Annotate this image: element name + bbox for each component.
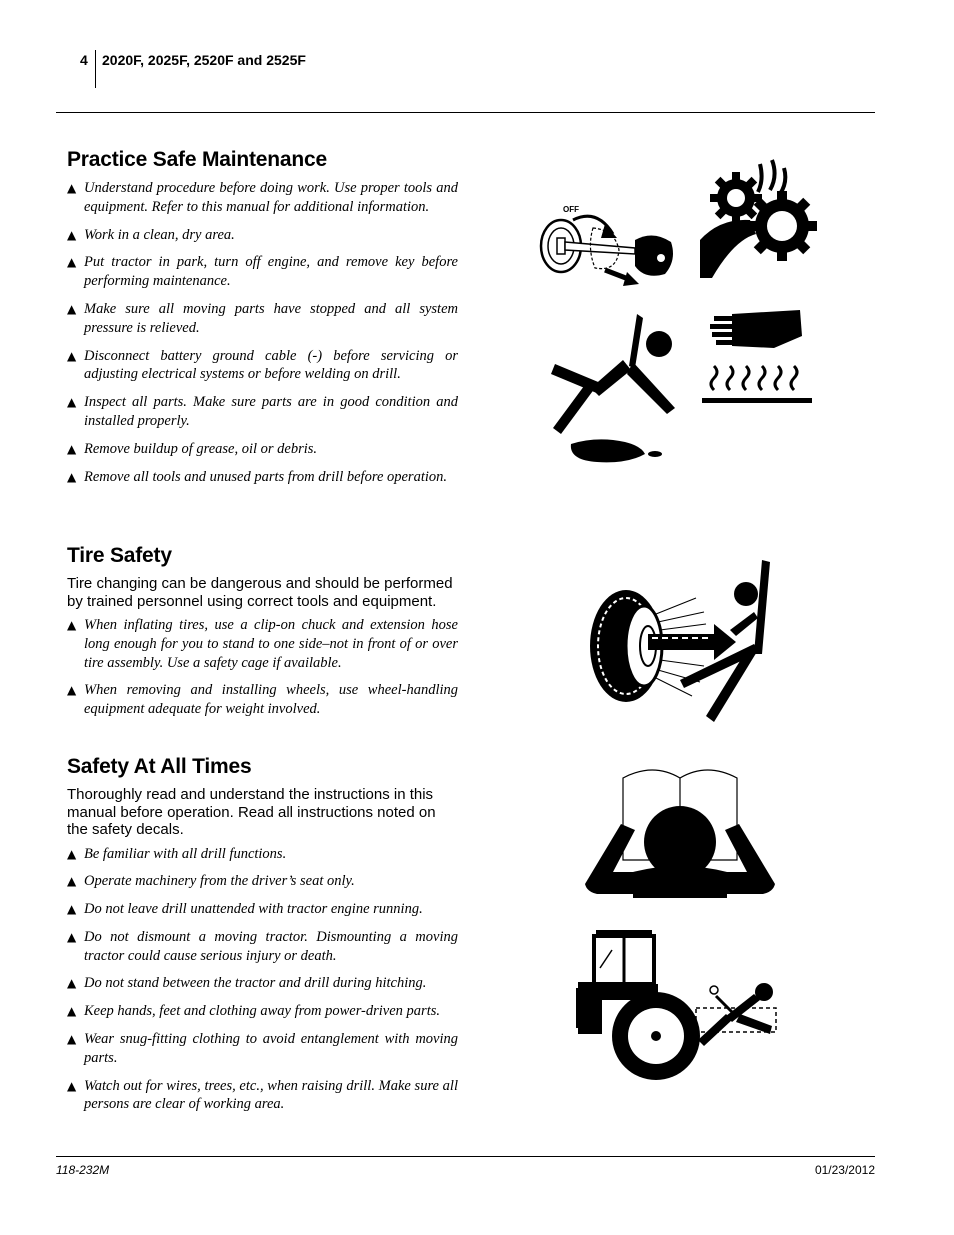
triangle-bullet-icon: ▲ xyxy=(67,1004,77,1019)
section-tire xyxy=(67,543,458,728)
triangle-bullet-icon: ▲ xyxy=(67,227,77,242)
section-title: Practice Safe Maintenance xyxy=(67,148,327,171)
list-item: ▲ Put tractor in park, turn off engine, and remove key before performing maintenance. xyxy=(67,254,458,290)
section-intro: Thoroughly read and understand the instructions in this manual before operation. Read all instructions noted on the safety decals. xyxy=(67,786,436,838)
triangle-bullet-icon: ▲ xyxy=(67,469,77,484)
triangle-bullet-icon: ▲ xyxy=(67,1078,77,1093)
triangle-bullet-icon: ▲ xyxy=(67,874,77,889)
triangle-bullet-icon: ▲ xyxy=(67,181,77,195)
list-item: ▲ Be familiar with all drill functions. xyxy=(67,845,287,862)
triangle-bullet-icon: ▲ xyxy=(67,441,77,456)
triangle-bullet-icon: ▲ xyxy=(67,618,77,632)
triangle-bullet-icon: ▲ xyxy=(67,395,77,410)
section-title: Tire Safety xyxy=(67,544,172,567)
header-divider xyxy=(95,50,96,88)
triangle-bullet-icon: ▲ xyxy=(67,902,77,917)
section-maintenance xyxy=(67,147,458,495)
triangle-bullet-icon: ▲ xyxy=(67,301,77,316)
read-manual-icon xyxy=(583,764,777,900)
bullet-list xyxy=(67,179,458,486)
list-item: ▲ Do not stand between the tractor and drill during hitching. xyxy=(67,975,427,992)
list-item: ▲ Make sure all moving parts have stopped and all system pressure is relieved. xyxy=(67,300,458,336)
slip-fall-icon xyxy=(547,308,682,468)
section-title: Safety At All Times xyxy=(67,755,252,778)
list-item: ▲ Wear snug-fitting clothing to avoid entanglement with moving parts. xyxy=(67,1031,458,1066)
list-item: ▲ Remove buildup of grease, oil or debris. xyxy=(67,440,318,457)
list-item: ▲ Operate machinery from the driver’s seat only. xyxy=(67,873,355,890)
gear-entanglement-icon xyxy=(698,158,820,280)
triangle-bullet-icon: ▲ xyxy=(67,976,77,991)
list-item: ▲ Watch out for wires, trees, etc., when raising drill. Make sure all persons are clear of working area. xyxy=(67,1077,458,1113)
list-item: ▲ Remove all tools and unused parts from drill before operation. xyxy=(67,468,448,485)
list-item: ▲ Disconnect battery ground cable (-) before servicing or adjusting electrical systems or before welding on drill. xyxy=(67,347,458,383)
list-item: ▲ When removing and installing wheels, use wheel-handling equipment adequate for weight involved. xyxy=(67,682,458,718)
svg-text:OFF: OFF xyxy=(563,205,579,214)
page-number: 4 xyxy=(80,52,88,68)
triangle-bullet-icon: ▲ xyxy=(67,846,77,861)
footer-rule xyxy=(56,1156,875,1157)
triangle-bullet-icon: ▲ xyxy=(67,255,77,270)
doc-number: 118-232M xyxy=(56,1163,110,1177)
triangle-bullet-icon: ▲ xyxy=(67,1032,77,1047)
tire-explosion-icon xyxy=(586,558,774,725)
model-title: 2020F, 2025F, 2520F and 2525F xyxy=(102,52,306,68)
bullet-list xyxy=(67,616,458,719)
section-always xyxy=(67,754,458,1123)
list-item: ▲ Do not dismount a moving tractor. Dismounting a moving tractor could cause serious injury or death. xyxy=(67,928,458,964)
bullet-list xyxy=(67,845,458,1115)
section-intro: Tire changing can be dangerous and should be performed by trained personnel using correct tools and equipment. xyxy=(67,575,453,610)
list-item: ▲ Do not leave drill unattended with tractor engine running. xyxy=(67,901,423,918)
list-item: ▲ Keep hands, feet and clothing away from power-driven parts. xyxy=(67,1003,440,1020)
ignition-key-off-icon xyxy=(535,200,680,292)
header-rule xyxy=(56,112,875,113)
triangle-bullet-icon: ▲ xyxy=(67,348,77,363)
triangle-bullet-icon: ▲ xyxy=(67,683,77,698)
triangle-bullet-icon: ▲ xyxy=(67,929,77,944)
hot-surface-icon xyxy=(702,308,814,406)
list-item: ▲ Inspect all parts. Make sure parts are in good condition and installed properly. xyxy=(67,394,458,429)
list-item: ▲ Work in a clean, dry area. xyxy=(67,226,235,243)
tractor-runover-icon xyxy=(576,928,780,1082)
list-item: ▲ When inflating tires, use a clip-on chuck and extension hose long enough for you to stand to one side–not in front of or over tire assembly. Use a safety cage if available. xyxy=(67,617,458,671)
list-item: ▲ Understand procedure before doing work. Use proper tools and equipment. Refer to this manual for additional information. xyxy=(67,180,458,215)
doc-date: 01/23/2012 xyxy=(814,1163,875,1177)
